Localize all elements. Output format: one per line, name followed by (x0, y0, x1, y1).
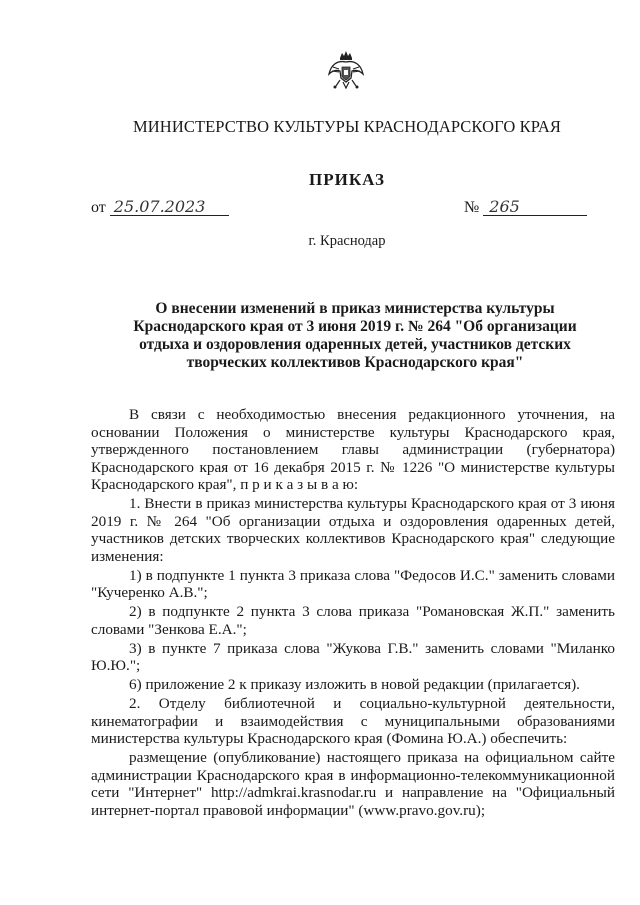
paragraph-preamble: В связи с необходимостью внесения редакционного уточнения, на основании Положения о министерстве культуры Краснодарского края, утвержденного постановлением главы администрации (губернатора) Краснодарского края от 16 декабря 2015 г. № 1226 "О министерстве культуры Краснодарского края", п р и к а з ы в а ю: (91, 406, 615, 493)
number-prefix: № (464, 199, 480, 216)
paragraph-subitem-6: 6) приложение 2 к приказу изложить в новой редакции (прилагается). (129, 676, 580, 693)
document-title: О внесении изменений в приказ министерства культуры Краснодарского края от 3 июня 2019 г. № 264 "Об организации отдыха и оздоровления одаренных детей, участников детских творческих коллективов Краснодарского края" (133, 300, 577, 371)
document-type: ПРИКАЗ (309, 170, 385, 189)
number-value: 265 (483, 199, 587, 216)
city-label: г. Краснодар (308, 233, 386, 249)
paragraph-subitem-3: 3) в пункте 7 приказа слова "Жукова Г.В." заменить словами "Миланко Ю.Ю."; (91, 639, 615, 674)
date-value: 25.07.2023 (110, 199, 229, 216)
document-body (91, 406, 615, 821)
ministry-name: МИНИСТЕРСТВО КУЛЬТУРЫ КРАСНОДАРСКОГО КРАЯ (133, 117, 561, 136)
date-prefix: от (91, 199, 106, 216)
coat-of-arms-icon (327, 50, 365, 92)
paragraph-subitem-2: 2) в подпункте 2 пункта 3 слова приказа "Романовская Ж.П." заменить словами "Зенкова Е.А."; (91, 603, 615, 638)
paragraph-subitem-1: 1) в подпункте 1 пункта 3 приказа слова "Федосов И.С." заменить словами "Кучеренко А.В."; (91, 566, 615, 601)
paragraph-item-1: 1. Внести в приказ министерства культуры Краснодарского края от 3 июня 2019 г. № 264 "Об организации отдыха и оздоровления одаренных детей, участников детских творческих коллективов Краснодарского края" следующие изменения: (91, 495, 615, 565)
paragraph-item-2: 2. Отделу библиотечной и социально-культурной деятельности, кинематографии и взаимодействия с муниципальными образованиями министерства культуры Краснодарского края (Фомина Ю.А.) обеспечить: (91, 695, 615, 747)
date-field (91, 199, 229, 217)
number-field (464, 199, 587, 217)
paragraph-publication: размещение (опубликование) настоящего приказа на официальном сайте администрации Краснодарского края в информационно-телекоммуникационной сети "Интернет" http://admkrai.krasnodar.ru и направление на "Официальный интернет-портал правовой информации" (www.pravo.gov.ru); (91, 749, 615, 819)
